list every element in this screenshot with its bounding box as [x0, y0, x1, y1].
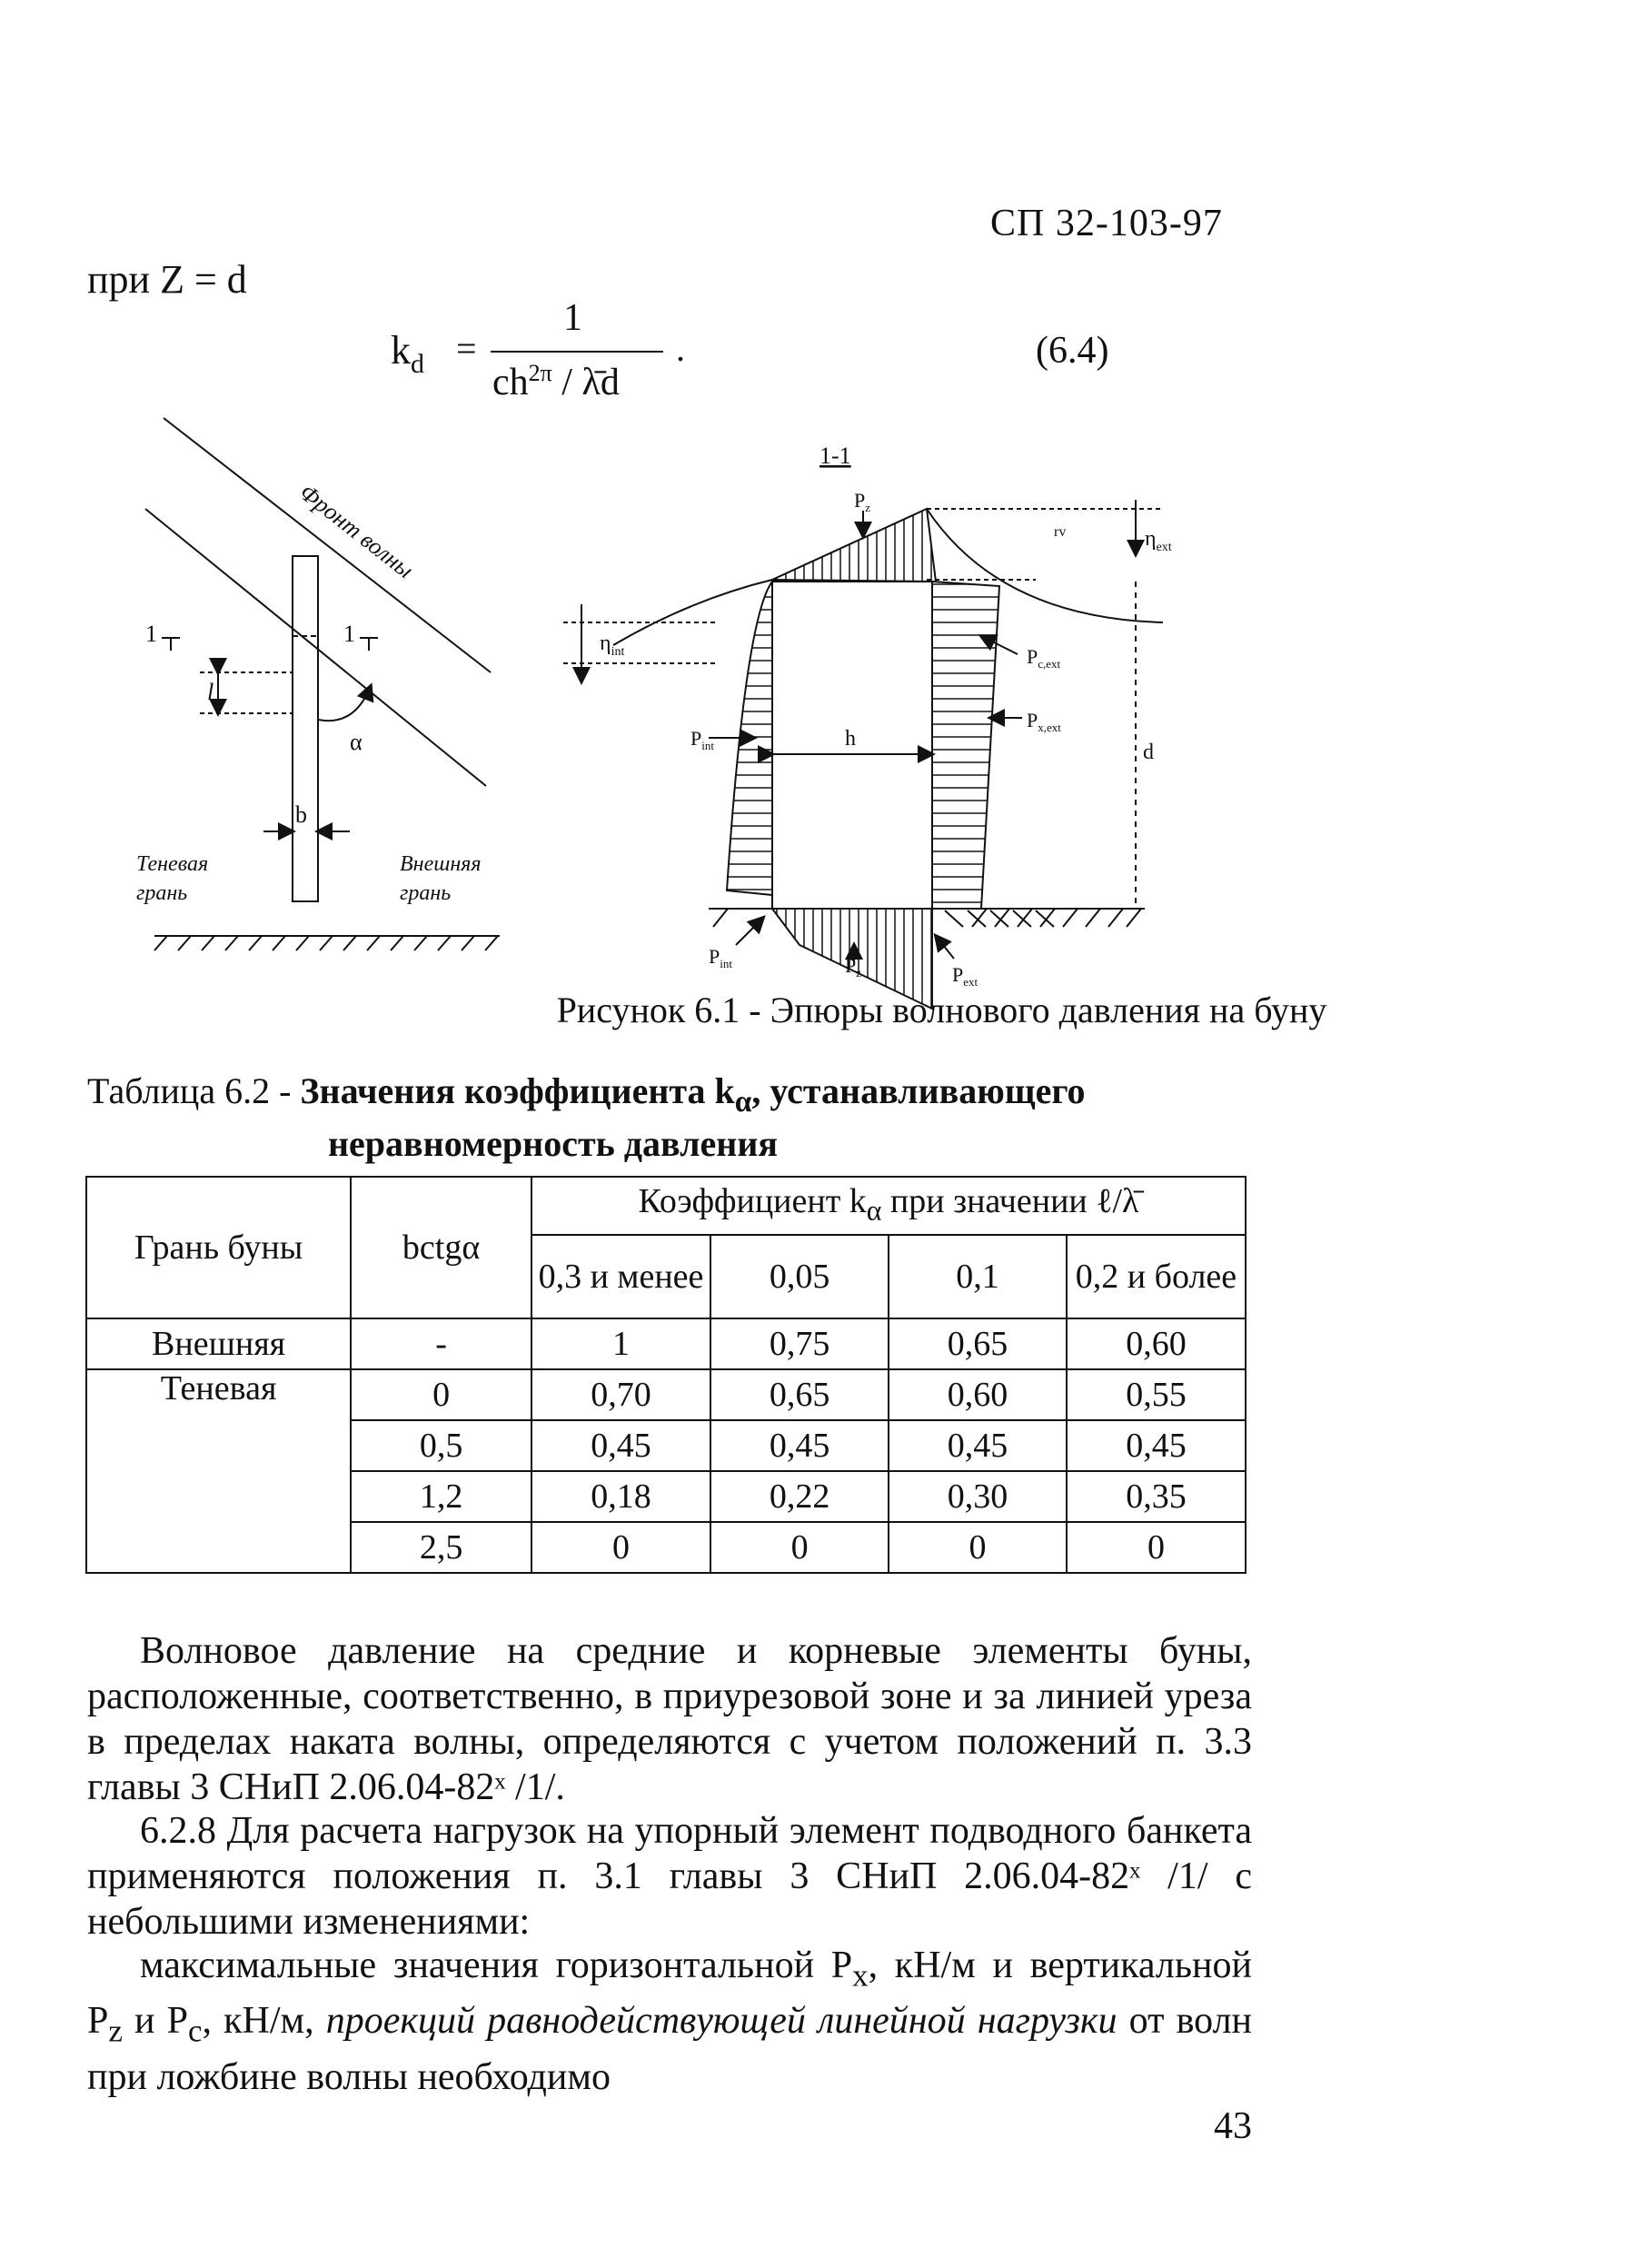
svg-text:Теневая: Теневая [136, 852, 209, 876]
formula-equals: = [456, 328, 477, 369]
table-row: Внешняя - 1 0,75 0,65 0,60 [86, 1318, 1246, 1369]
wave-front-line-2 [145, 509, 486, 786]
svg-text:d: d [1143, 741, 1154, 764]
header-bctg: bctgα [351, 1177, 531, 1318]
formula-lhs: $k_d$ [391, 328, 424, 379]
page-number: 43 [1214, 2105, 1252, 2147]
svg-text:1: 1 [145, 621, 157, 647]
table-row: Теневая 0 0,70 0,65 0,60 0,55 [86, 1369, 1246, 1420]
svg-text:b: b [295, 801, 307, 828]
wave-front-line-1 [164, 418, 491, 672]
table-title: Таблица 6.2 - Значения коэффициента $k_\alpha$, устанавливающего неравномерность давления [87, 1070, 1086, 1164]
paragraph-2: 6.2.8 Для расчета нагрузок на упорный элемент подводного банкета применяются положения п. 3.1 главы 3 СНиП 2.06.04-82ˣ /1/ с небольшими изменениями: [87, 1810, 1252, 1943]
header-coef: Коэффициент $k_\alpha$ при значении ℓ/λ̄ [531, 1177, 1246, 1235]
svg-text:h: h [845, 727, 856, 751]
subheader: 0,3 и менее [531, 1235, 710, 1318]
svg-text:1-1: 1-1 [819, 443, 851, 469]
svg-text:грань: грань [136, 881, 188, 905]
svg-text:Pc,ext: $P_{c,ext}$ [1027, 645, 1061, 671]
subheader: 0,2 и более [1067, 1235, 1246, 1318]
table-row: 2,5 0 0 0 0 [86, 1522, 1246, 1573]
svg-text:Px,ext: $P_{x,ext}$ [1027, 709, 1061, 734]
svg-text:грань: грань [400, 881, 452, 905]
subheader: 0,1 [889, 1235, 1067, 1318]
svg-text:Pz: $P_z$ [854, 489, 871, 514]
table-row: 0,5 0,45 0,45 0,45 0,45 [86, 1420, 1246, 1471]
formula-end: . [676, 328, 685, 369]
formula-numerator: 1 [563, 297, 582, 339]
svg-text:ηint: $\eta_{int}$ [600, 632, 625, 659]
document-code: СП 32-103-97 [990, 203, 1223, 244]
figure-caption: Рисунок 6.1 - Эпюры волнового давления на буну [556, 990, 1327, 1030]
header-face: Грань буны [86, 1177, 351, 1318]
svg-text:rv: rv [1054, 524, 1067, 540]
wave-front-label: Фронт волны [294, 478, 419, 584]
paragraph-1: Волновое давление на средние и корневые элементы буны, расположенные, соответственно, в приурезовой зоне и за линией уреза в пределах наката волны, определяются с учетом положений п. 3.3 главы 3 СНиП 2.06.04-82ˣ /1/. [87, 1630, 1252, 1808]
fraction-bar [491, 351, 663, 353]
figure-wave-pressure-diagram [127, 400, 1181, 989]
table-row: 1,2 0,18 0,22 0,30 0,35 [86, 1471, 1246, 1522]
svg-text:Pint: $P_{int}$ [690, 727, 714, 752]
groyne-body [293, 556, 318, 901]
svg-text:l: l [207, 679, 214, 705]
svg-text:Pext: $P_{ext}$ [952, 963, 978, 989]
formula-condition: при Z = d [87, 257, 247, 302]
ext-side-epure [932, 582, 999, 909]
wave-left [613, 580, 772, 645]
svg-text:ηext: $\eta_{ext}$ [1145, 527, 1172, 554]
svg-text:Внешняя: Внешняя [400, 852, 482, 876]
section-view [563, 443, 1172, 1009]
svg-text:α: α [350, 729, 363, 755]
coefficient-table [85, 1176, 1247, 1574]
formula-denominator: $ch^{2\pi}$ / λ̄d [492, 360, 620, 403]
paragraph-3: максимальные значения горизонтальной $P_x$, кН/м и вертикальной $P_z$ и $P_c$, кН/м, проекций равнодействующей линейной нагрузки от волн при ложбине волны необходимо [87, 1945, 1252, 2098]
plan-view [136, 418, 500, 950]
top-pressure-epure [772, 509, 936, 582]
equation-number: (6.4) [1036, 330, 1109, 372]
subheader: 0,05 [710, 1235, 889, 1318]
svg-text:Pz: $P_z$ [845, 954, 862, 980]
svg-text:1: 1 [343, 621, 355, 647]
svg-text:Pint: $P_{int}$ [709, 945, 732, 970]
